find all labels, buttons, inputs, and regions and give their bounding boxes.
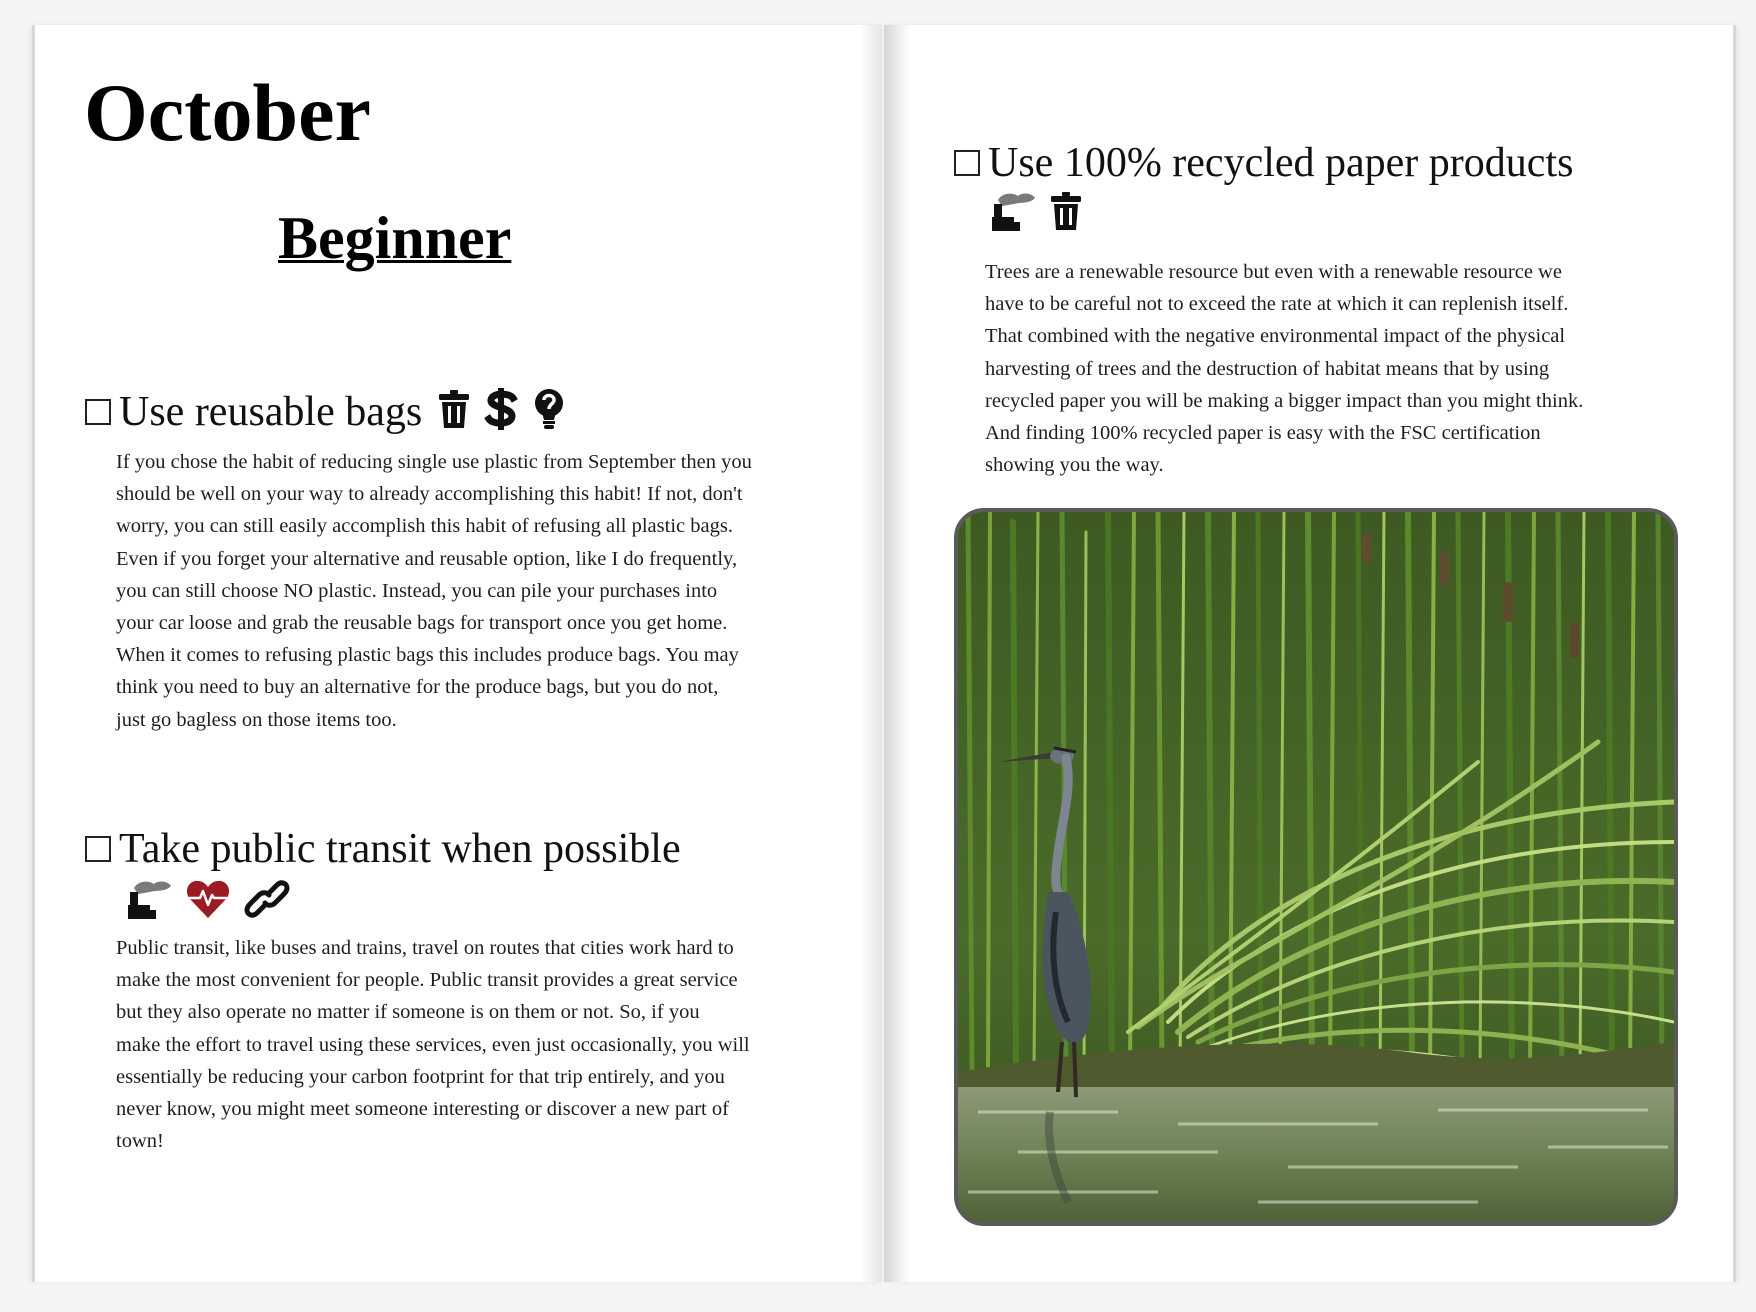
body-line: never know, you might meet someone interesting or discover a new part of — [116, 1098, 729, 1121]
heron-in-reeds-photo — [954, 508, 1678, 1226]
factory-smoke-icon — [126, 878, 172, 925]
body-line: recycled paper you will be making a bigger impact than you might think. — [985, 389, 1584, 412]
body-line: When it comes to refusing plastic bags this includes produce bags. You may — [116, 644, 739, 667]
trash-can-icon — [1050, 190, 1082, 237]
habit-recycled-paper-icons — [990, 190, 1096, 237]
body-line: worry, you can still easily accomplish this habit of refusing all plastic bags. — [116, 515, 733, 538]
gutter-shadow — [884, 25, 910, 1282]
habit-public-transit-body — [116, 932, 750, 1157]
trash-can-icon — [438, 389, 470, 434]
body-line: town! — [116, 1130, 164, 1153]
body-line: Even if you forget your alternative and reusable option, like I do frequently, — [116, 547, 738, 570]
dollar-sign-icon — [484, 388, 518, 435]
lightbulb-icon — [532, 388, 566, 435]
habit-checkbox[interactable] — [954, 150, 980, 176]
link-icon — [244, 878, 290, 925]
habit-title: Take public transit when possible — [119, 826, 681, 872]
body-line: That combined with the negative environmental impact of the physical — [985, 325, 1566, 348]
habit-title: Use 100% recycled paper products — [988, 140, 1574, 186]
factory-smoke-icon — [990, 190, 1036, 237]
month-title: October — [84, 67, 371, 158]
body-line: but they also operate no matter if someone is on them or not. So, if you — [116, 1001, 700, 1024]
habit-recycled-paper-body — [985, 256, 1583, 481]
habit-checkbox[interactable] — [85, 836, 111, 862]
body-line: essentially be reducing your carbon footprint for that trip entirely, and you — [116, 1065, 725, 1088]
body-line: should be well on your way to already accomplishing this habit! If not, don't — [116, 483, 743, 506]
body-line: showing you the way. — [985, 454, 1164, 477]
habit-reusable-bags-body — [116, 446, 752, 736]
habit-recycled-paper-heading — [954, 142, 1573, 184]
heart-pulse-icon — [186, 879, 230, 924]
body-line: you can still choose NO plastic. Instead, you can pile your purchases into — [116, 579, 718, 602]
habit-checkbox[interactable] — [85, 399, 111, 425]
body-line: just go bagless on those items too. — [116, 708, 397, 731]
body-line: harvesting of trees and the destruction of habitat means that by using — [985, 357, 1550, 380]
gutter-shadow — [860, 25, 882, 1282]
body-line: If you chose the habit of reducing single use plastic from September then you — [116, 451, 752, 473]
body-line: make the most convenient for people. Public transit provides a great service — [116, 969, 738, 992]
body-line: And finding 100% recycled paper is easy with the FSC certification — [985, 422, 1541, 445]
habit-public-transit-heading — [85, 828, 681, 870]
body-line: Trees are a renewable resource but even with a renewable resource we — [985, 261, 1562, 283]
body-line: think you need to buy an alternative for the produce bags, but you do not, — [116, 676, 719, 699]
body-line: have to be careful not to exceed the rate at which it can replenish itself. — [985, 293, 1569, 316]
habit-title: Use reusable bags — [119, 388, 423, 435]
body-line: your car loose and grab the reusable bags for transport once you get home. — [116, 612, 728, 635]
body-line: make the effort to travel using these services, even just occasionally, you will — [116, 1033, 750, 1056]
level-title: Beginner — [278, 205, 512, 271]
habit-public-transit-icons — [126, 878, 304, 925]
body-line: Public transit, like buses and trains, travel on routes that cities work hard to — [116, 937, 734, 959]
habit-reusable-bags-heading — [85, 388, 580, 435]
